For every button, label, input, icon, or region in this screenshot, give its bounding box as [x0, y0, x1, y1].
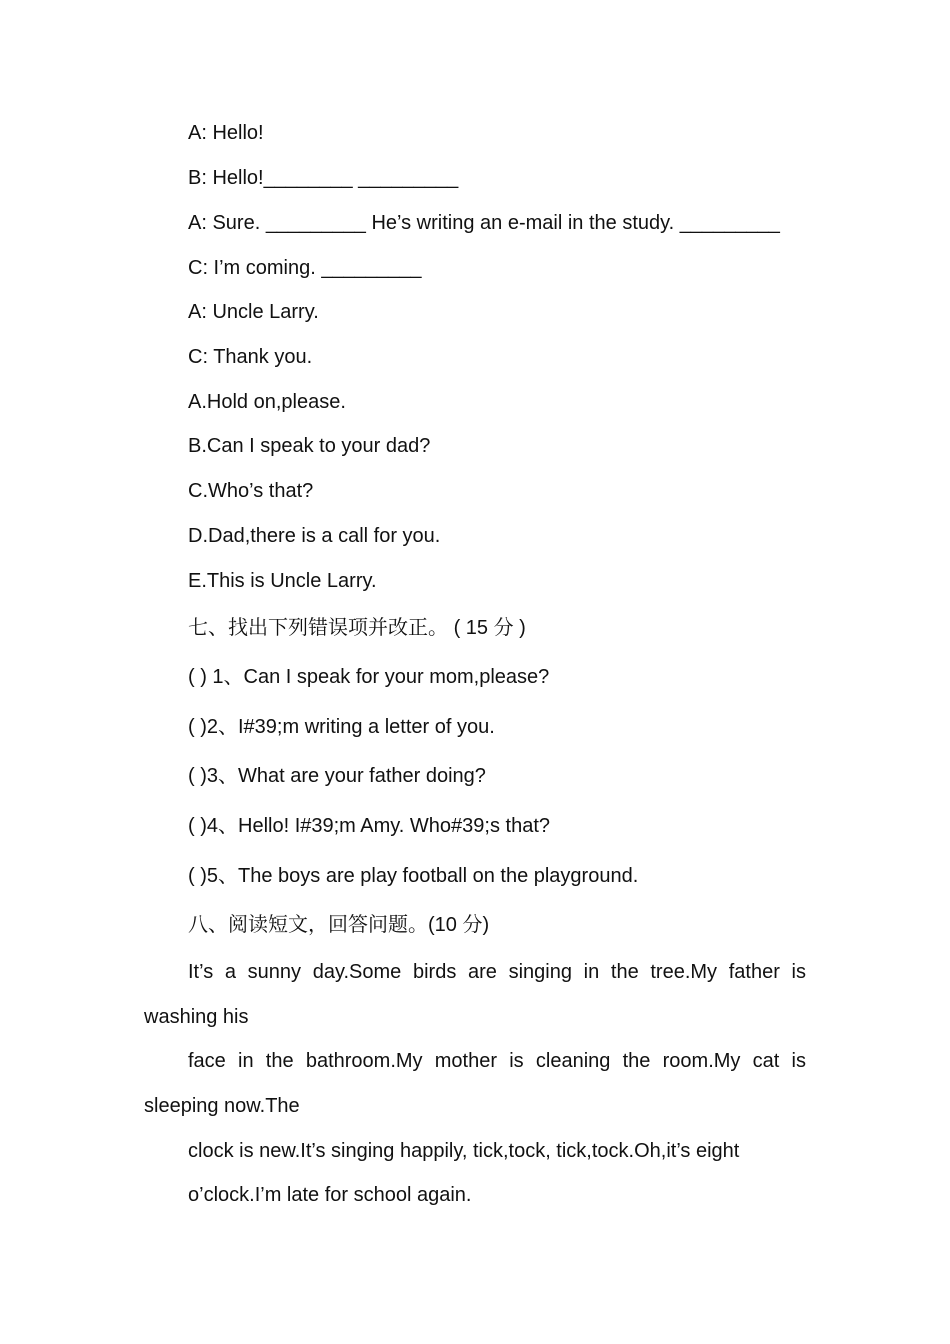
passage-line-4: sleeping now.The [144, 1095, 300, 1118]
dialogue-line-1: A: Hello! [188, 122, 264, 144]
passage-line-3: face in the bathroom.My mother is cleaning the room.My cat is [188, 1050, 806, 1073]
option-e: E.This is Uncle Larry. [188, 570, 377, 592]
reading-passage [144, 950, 806, 1218]
section-7-item-4: ( )4、Hello! I#39;m Amy. Who#39;s that? [188, 815, 551, 837]
option-d: D.Dad,there is a call for you. [188, 525, 441, 547]
passage-line-5: clock is new.It’s singing happily, tick,tock, tick,tock.Oh,it’s eight [188, 1139, 740, 1162]
section-7-score: ( 15 分 ) [453, 617, 526, 639]
section-7-heading [188, 615, 526, 640]
option-b: B.Can I speak to your dad? [188, 435, 431, 457]
section-7-item-5: ( )5、The boys are play football on the playground. [188, 865, 639, 887]
passage-line-6: o’clock.I’m late for school again. [188, 1184, 472, 1207]
section-7-item-1: ( ) 1、Can I speak for your mom,please? [188, 666, 550, 688]
dialogue-line-2: B: Hello!________ _________ [188, 167, 459, 189]
section-7-title: 七、找出下列错误项并改正。 [188, 615, 448, 639]
section-7-item-3: ( )3、What are your father doing? [188, 765, 486, 787]
dialogue-line-5: A: Uncle Larry. [188, 301, 319, 323]
passage-line-2: washing his [144, 1005, 249, 1028]
section-7-item-2: ( )2、I#39;m writing a letter of you. [188, 716, 495, 738]
passage-line-1: It’s a sunny day.Some birds are singing in the tree.My father is [188, 961, 806, 983]
section-8-heading [188, 912, 489, 937]
dialogue-line-4: C: I’m coming. _________ [188, 257, 422, 279]
section-8-score: (10 分) [428, 914, 490, 936]
option-c: C.Who’s that? [188, 480, 314, 502]
section-8-title: 八、阅读短文，回答问题。 [188, 912, 428, 936]
dialogue-line-3: A: Sure. _________ He’s writing an e-mail in the study. _________ [188, 212, 780, 234]
dialogue-line-6: C: Thank you. [188, 346, 313, 368]
option-a: A.Hold on,please. [188, 391, 346, 413]
